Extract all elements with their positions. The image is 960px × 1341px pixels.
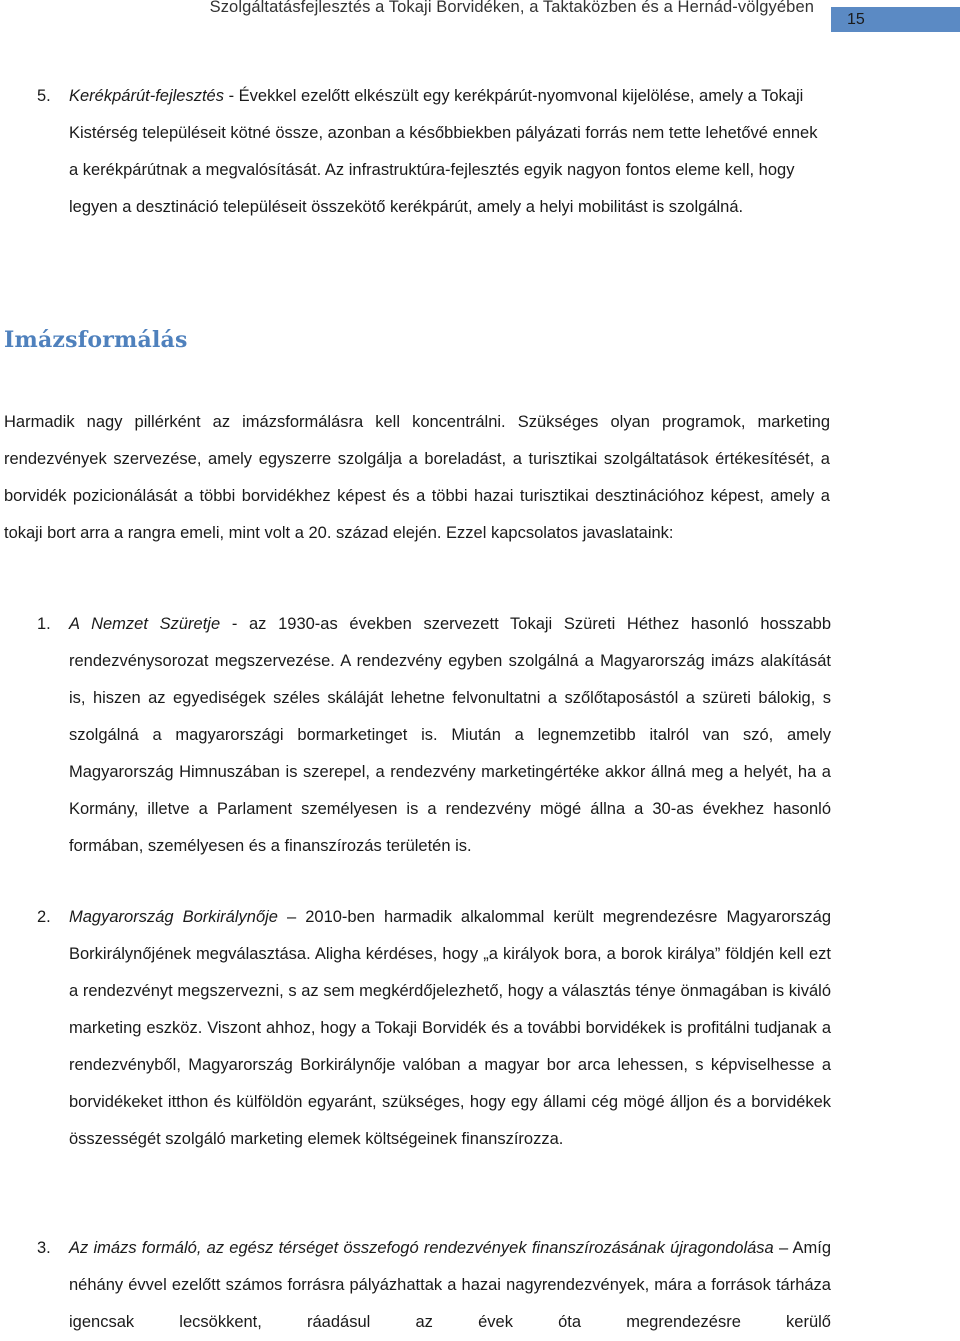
list-item-body — [69, 606, 831, 865]
list-item-5 — [37, 78, 831, 226]
list-item-1 — [37, 606, 831, 865]
list-number: 3. — [37, 1239, 51, 1257]
list-item-title: Kerékpárút-fejlesztés — [69, 87, 224, 105]
list-item-text: – 2010-ben harmadik alkalommal került megrendezésre Magyarország Borkirálynőjének megválasztása. Aligha kérdéses, hogy „a királyok bora, a borok királya” földjén kell ezt a rendezvényt megszervezni, s az sem megkérdőjelezhető, hogy a választás ténye önmagában is kiváló marketing eszköz. Viszont ahhoz, hogy a Tokaji Borvidék és a további borvidékek is profitálni tudjanak a rendezvényből, Magyarország Borkirálynője valóban a magyar bor arca lehessen, s képviselhesse a borvidékeket itthon és külföldön egyaránt, szükséges, hogy egy állami cég mögé álljon és a borvidékek összességét szolgáló marketing elemek költségeinek finanszírozza. — [69, 908, 831, 1148]
list-item-title: A Nemzet Szüretje — [69, 615, 221, 633]
list-item-text: – Amíg néhány évvel ezelőtt számos forrásra pályázhattak a hazai nagyrendezvények, mára a források tárháza igencsak lecsökkent, ráadásul az évek óta megrendezésre kerülő — [69, 1239, 831, 1331]
list-item-text: - Évekkel ezelőtt elkészült egy kerékpárút-nyomvonal kijelölése, amely a Tokaji Kistérség településeit kötné össze, azonban a későbbiekben pályázati forrás nem tette lehetővé ennek a kerékpárútnak a megvalósítását. Az infrastruktúra-fejlesztés egyik nagyon fontos eleme kell, hogy legyen a desztináció településeit összekötő kerékpárút, amely a helyi mobilitást is szolgálná. — [69, 87, 818, 216]
list-item-title: Magyarország Borkirálynője — [69, 908, 278, 926]
section-heading: Imázsformálás — [4, 327, 188, 353]
list-number: 2. — [37, 908, 51, 926]
list-number: 5. — [37, 87, 51, 105]
list-item-body — [69, 1230, 831, 1341]
section-intro: Harmadik nagy pillérként az imázsformálásra kell koncentrálni. Szükséges olyan programok, marketing rendezvények szervezése, amely egyszerre szolgálja a boreladást, a turisztikai szolgáltatások értékesítését, a borvidék pozicionálását a többi borvidékhez képest és a többi hazai turisztikai desztinációhoz képest, amely a tokaji bort arra a rangra emeli, mint volt a 20. század elején. Ezzel kapcsolatos javaslataink: — [4, 413, 830, 542]
list-item-title: Az imázs formáló, az egész térséget összefogó rendezvények finanszírozásának újragondolása — [69, 1239, 774, 1257]
list-item-body — [69, 899, 831, 1158]
list-number: 1. — [37, 615, 51, 633]
running-title: Szolgáltatásfejlesztés a Tokaji Borvidéken, a Taktaközben és a Hernád-völgyében — [209, 0, 814, 16]
page-number-box — [831, 7, 960, 32]
list-item-3 — [37, 1230, 831, 1341]
page-number: 15 — [847, 11, 865, 28]
list-item-text: - az 1930-as években szervezett Tokaji Szüreti Héthez hasonló hosszabb rendezvénysorozat megszervezése. A rendezvény egyben szolgálná a Magyarország imázs alakítását is, hiszen az egyediségek széles skáláját lehetne felvonultatni a szőlőtaposástól a szüreti bálokig, s szolgálná a magyarországi bormarketinget is. Miután a legnemzetibb italról van szó, amely Magyarország Himnuszában is szerepel, a rendezvény marketingértéke akkor állná meg a helyét, ha a Kormány, illetve a Parlament személyesen is a rendezvény mögé állna a 30-as évekhez hasonló formában, személyesen és a finanszírozás területén is. — [69, 615, 831, 855]
list-item-2 — [37, 899, 831, 1158]
page-header — [0, 0, 960, 36]
list-item-body — [69, 78, 831, 226]
